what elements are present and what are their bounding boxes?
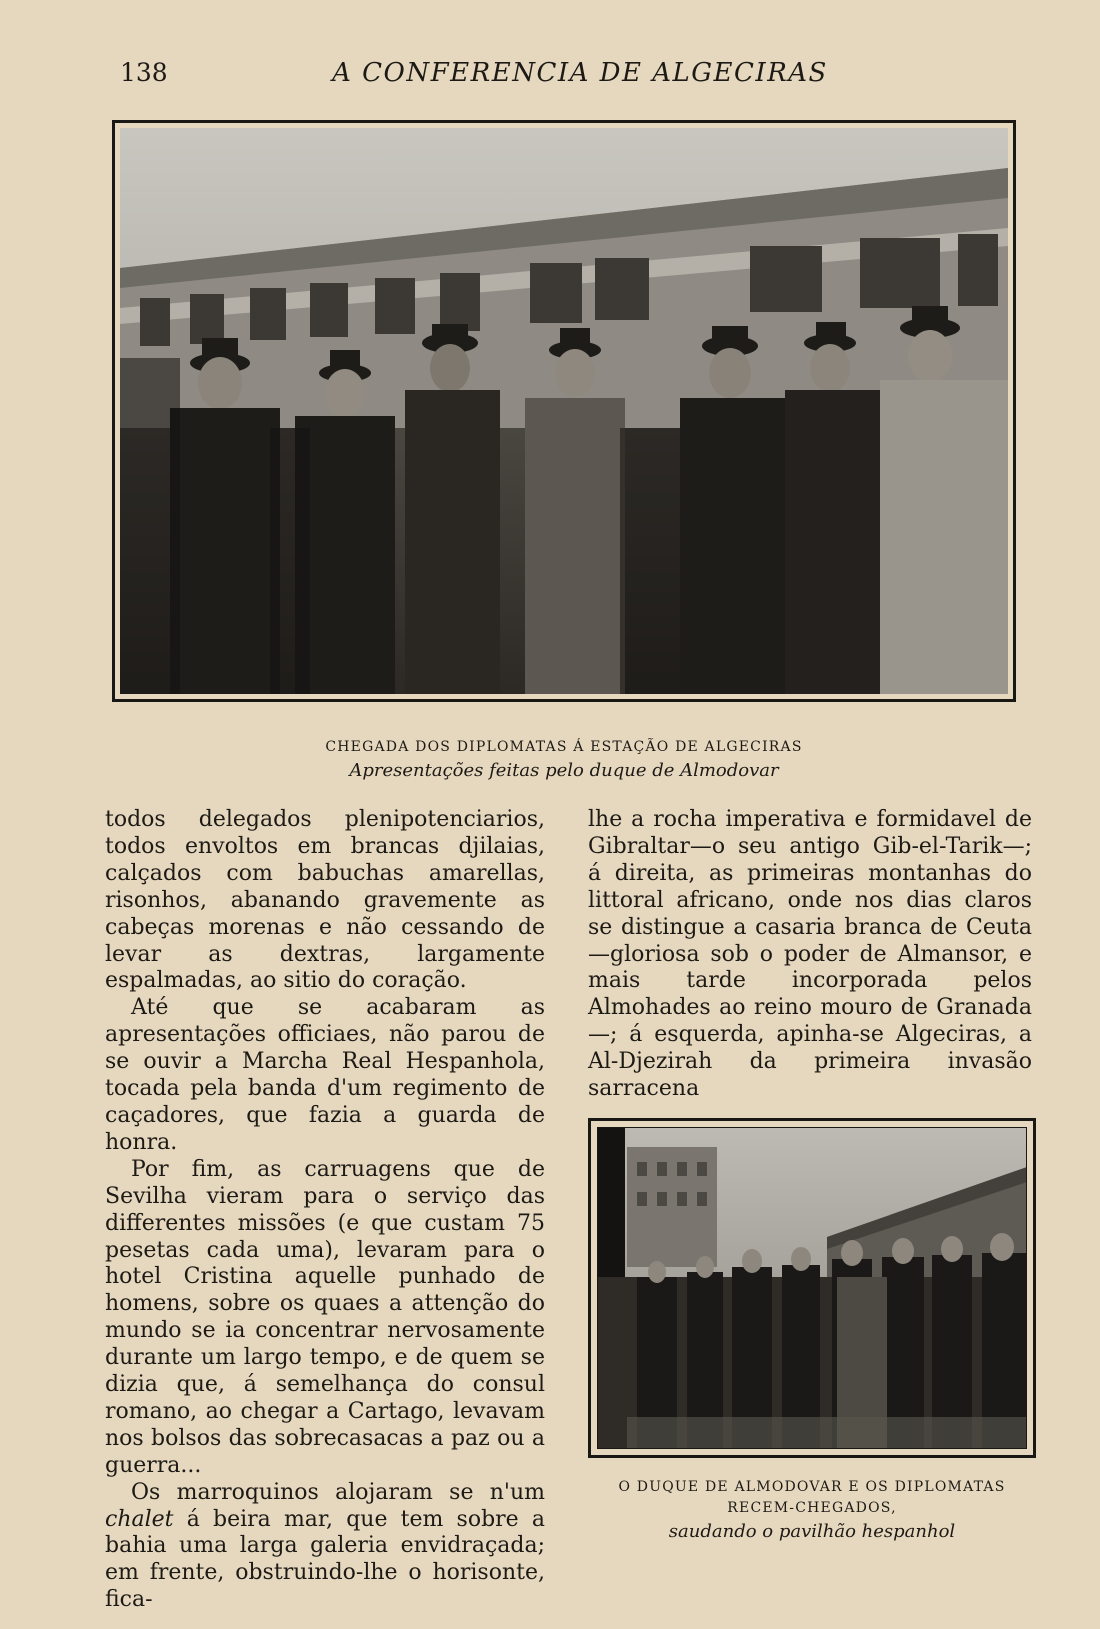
top-caption-subtitle: Apresentações feitas pelo duque de Almodovar	[349, 760, 779, 781]
top-photo-frame	[112, 120, 1016, 702]
right-paragraph-1: lhe a rocha imperativa e formidavel de Gibraltar—o seu antigo Gib-el-Tarik—; á direita, as primeiras montanhas do littoral africano, onde nos dias claros se distingue a casaria branca de Ceuta—gloriosa sob o poder de Almansor, e mais tarde incorporada pelos Almohades ao reino mouro de Granada—; á esquerda, apinha-se Algeciras, a Al-Djezirah da primeira invasão sarracena	[588, 807, 1032, 1102]
left-paragraph-3: Por fim, as carruagens que de Sevilha vieram para o serviço das differentes missões (e que custam 75 pesetas cada uma), levaram para o hotel Cristina aquelle punhado de homens, sobre os quaes a attenção do mundo se ia concentrar nervosamente durante um largo tempo, e de quem se dizia que, á semelhança do consul romano, ao chegar a Cartago, levavam nos bolsos das sobrecasacas a paz ou a guerra...	[105, 1156, 545, 1478]
left-text-column	[105, 807, 545, 1614]
left-paragraph-4	[105, 1480, 545, 1615]
chalet-italic: chalet	[105, 1506, 174, 1532]
bottom-caption-line-2: RECEM-CHEGADOS,	[727, 1500, 897, 1516]
bottom-photo-caption	[600, 1477, 1024, 1545]
running-title: A CONFERENCIA DE ALGECIRAS	[332, 58, 828, 88]
right-text-column	[588, 807, 1032, 1103]
left-paragraph-1: todos delegados plenipotenciarios, todos envoltos em brancas djilaias, calçados com babuchas amarellas, risonhos, abanando gravemente as cabeças morenas e não cessando de levar as dextras, largamente espalmadas, ao sitio do coração.	[105, 807, 545, 994]
left-paragraph-2: Até que se acabaram as apresentações officiaes, não parou de se ouvir a Marcha Real Hespanhola, tocada pela banda d'um regimento de caçadores, que fazia a guarda de honra.	[105, 995, 545, 1155]
bottom-caption-line-1: O DUQUE DE ALMODOVAR E OS DIPLOMATAS	[618, 1479, 1006, 1495]
left-paragraph-4-end: á beira mar, que tem sobre a bahia uma larga galeria envidraçada; em frente, obstruindo-lhe o horisonte, fica-	[105, 1506, 545, 1613]
train-station-crowd-photo-icon	[120, 128, 1008, 694]
bottom-caption-subtitle: saudando o pavilhão hespanhol	[668, 1521, 956, 1542]
top-caption-heading: CHEGADA DOS DIPLOMATAS Á ESTAÇÃO DE ALGECIRAS	[325, 739, 803, 755]
left-paragraph-4-start: Os marroquinos alojaram se n'um	[131, 1479, 545, 1505]
top-photo-caption	[112, 737, 1016, 784]
platform-diplomats-photo-icon	[597, 1127, 1027, 1449]
bottom-photo-frame	[588, 1118, 1036, 1458]
page-number: 138	[120, 58, 168, 87]
